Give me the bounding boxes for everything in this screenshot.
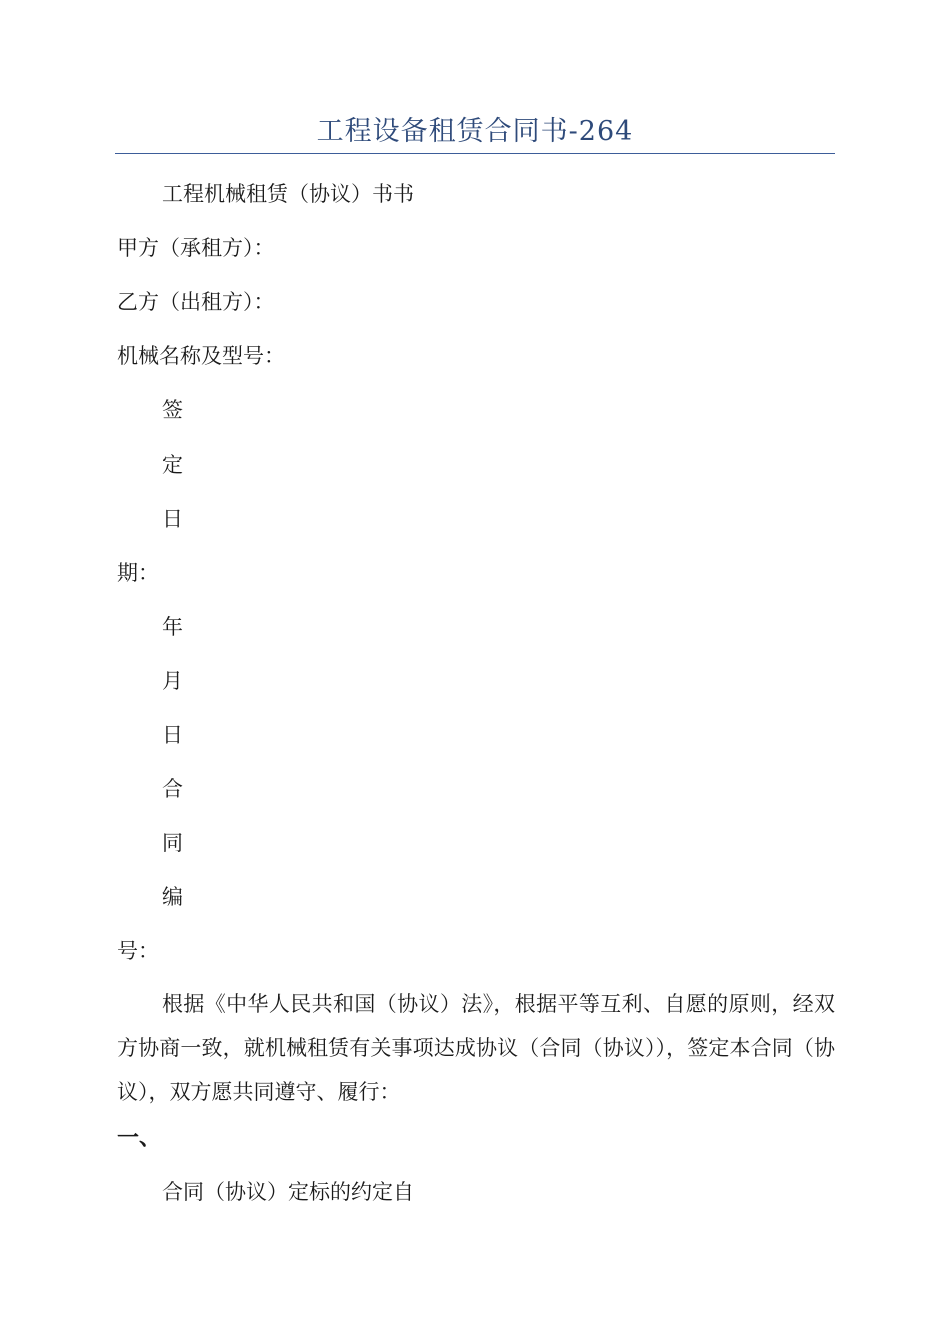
document-subtitle: 工程机械租赁（协议）书书 (162, 182, 414, 206)
party-b-label: 乙方（出租方）： (117, 290, 275, 314)
intro-paragraph: 根据《中华人民共和国（协议）法》，根据平等互利、自愿的原则，经双方协商一致，就机械租赁有关事项达成协议（合同（协议）），签定本合同（协议），双方愿共同遵守、履行： (117, 992, 835, 1104)
sign-date-tail: 期： (117, 561, 159, 585)
sign-date-char: 签 (162, 398, 183, 422)
contract-no-char: 编 (162, 885, 183, 909)
sign-date-char: 定 (162, 453, 183, 477)
contract-no-char: 同 (162, 831, 183, 855)
machine-name-label: 机械名称及型号： (117, 344, 285, 368)
section-one-text: 合同（协议）定标的约定自 (162, 1180, 414, 1204)
section-one-heading: 一、 (117, 1125, 162, 1151)
date-year-char: 年 (162, 615, 183, 639)
date-month-char: 月 (162, 669, 183, 693)
date-day-char: 日 (162, 723, 183, 747)
document-title: 工程设备租赁合同书-264 (316, 116, 634, 147)
contract-no-tail: 号： (117, 939, 159, 963)
sign-date-char: 日 (162, 507, 183, 531)
contract-no-char: 合 (162, 777, 183, 801)
title-underline (115, 153, 835, 154)
party-a-label: 甲方（承租方）： (117, 236, 275, 260)
